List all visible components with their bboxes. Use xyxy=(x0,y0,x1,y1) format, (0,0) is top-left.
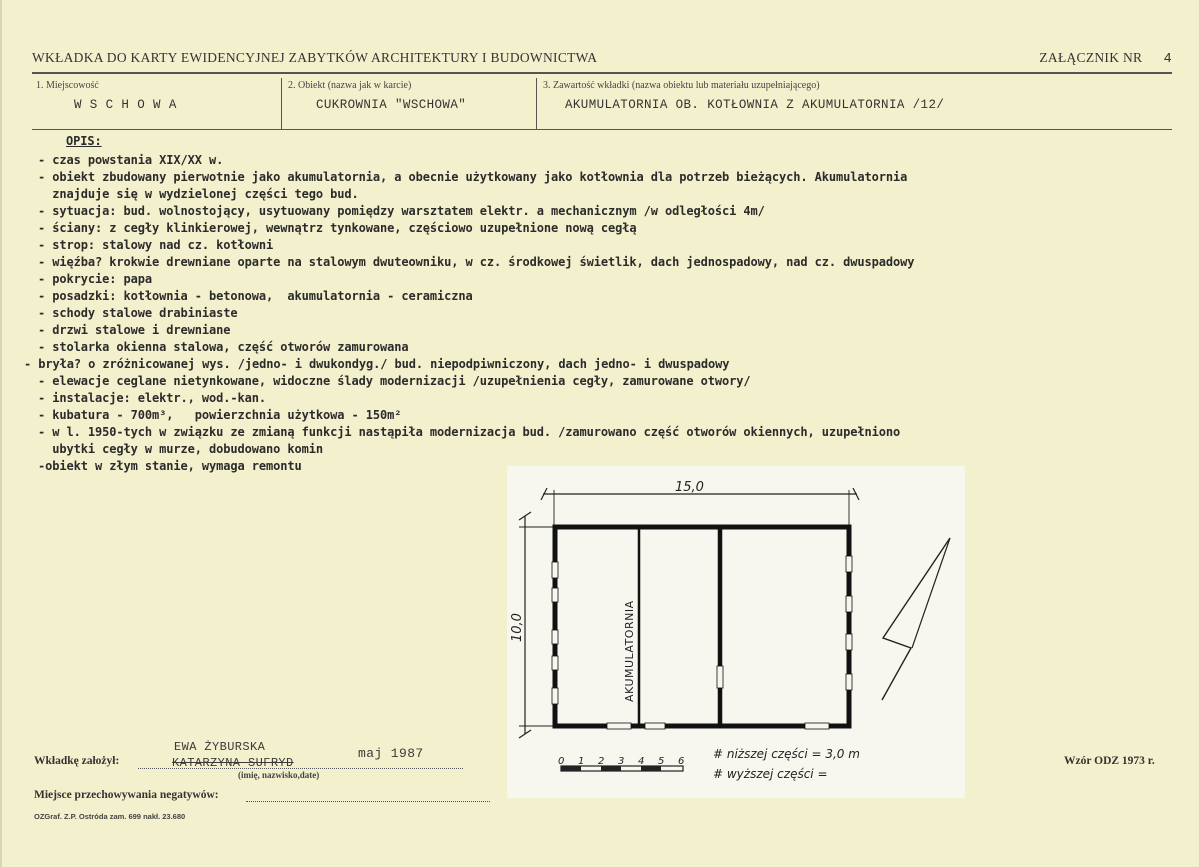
author-1: EWA ŻYBURSKA xyxy=(174,740,266,754)
field-object-value: CUKROWNIA "WSCHOWA" xyxy=(316,98,467,112)
description-line: ubytki cegły w murze, dobudowano komin xyxy=(38,442,323,456)
description-line: - elewacje ceglane nietynkowane, widoczne ślady modernizacji /uzupełnienia cegły, zamurowane otwory/ xyxy=(38,374,751,388)
printer-note: OZGraf. Z.P. Ostróda zam. 699 nakł. 23.680 xyxy=(34,812,186,821)
author-2: KATARZYNA SUFRYD xyxy=(172,756,294,770)
scale-tick-label: 1 xyxy=(578,756,585,767)
field-contents-label: 3. Zawartość wkładki (nazwa obiektu lub materiału uzupełniającego) xyxy=(543,80,820,91)
description-line: - schody stalowe drabiniaste xyxy=(38,306,238,320)
name-date-hint: (imię, nazwisko,date) xyxy=(238,770,320,780)
scale-tick-label: 4 xyxy=(638,756,645,767)
field-locality-label: 1. Miejscowość xyxy=(36,80,99,91)
field-object xyxy=(284,74,536,130)
description-heading: OPIS: xyxy=(66,134,102,148)
description-line: - obiekt zbudowany pierwotnie jako akumulatornia, a obecnie użytkowany jako kotłownia dla potrzeb bieżących. Akumulatornia xyxy=(38,170,908,184)
field-locality xyxy=(32,74,281,130)
height-dimension xyxy=(510,512,553,738)
floor-plan-photo xyxy=(507,466,965,798)
scale-tick-label: 2 xyxy=(598,756,605,767)
annex-label xyxy=(1039,50,1172,67)
description-line: - w l. 1950-tych w związku ze zmianą funkcji nastąpiła modernizacja bud. /zamurowano część otworów okiennych, uzupełniono xyxy=(38,425,901,439)
field-contents-value: AKUMULATORNIA OB. KOTŁOWNIA Z AKUMULATORNIA /12/ xyxy=(565,98,945,112)
header-fields xyxy=(32,74,1172,130)
plan-note-lower-height: # niższej części = 3,0 m xyxy=(713,747,860,761)
card-title: WKŁADKA DO KARTY EWIDENCYJNEJ ZABYTKÓW ARCHITEKTURY I BUDOWNICTWA xyxy=(32,50,598,65)
description-line: znajduje się w wydzielonej części tego bud. xyxy=(38,187,359,201)
description-line: - instalacje: elektr., wod.-kan. xyxy=(38,391,266,405)
description-line: - posadzki: kotłownia - betonowa, akumulatornia - ceramiczna xyxy=(38,289,473,303)
description-line: - bryła? o zróżnicowanej wys. /jedno- i dwukondyg./ bud. niepodpiwniczony, dach jedno- i dwuspadowy xyxy=(24,357,730,371)
negatives-storage-label: Miejsce przechowywania negatywów: xyxy=(34,789,219,801)
description-line: - kubatura - 700m³, powierzchnia użytkowa - 150m² xyxy=(38,408,402,422)
window-openings xyxy=(552,556,852,729)
founder-label: Wkładkę założył: xyxy=(34,755,120,767)
north-arrow-icon xyxy=(882,538,950,700)
height-dimension-label: 10,0 xyxy=(510,613,525,642)
scale-tick-label: 0 xyxy=(558,756,565,767)
description-line: -obiekt w złym stanie, wymaga remontu xyxy=(38,459,302,473)
scale-tick-labels xyxy=(558,756,684,767)
field-object-label: 2. Obiekt (nazwa jak w karcie) xyxy=(288,80,412,91)
building-outline xyxy=(555,527,849,726)
description-line: - stolarka okienna stalowa, część otworów zamurowana xyxy=(38,340,409,354)
description-line: - pokrycie: papa xyxy=(38,272,152,286)
room-label: AKUMULATORNIA xyxy=(623,600,636,702)
field-locality-value: W S C H O W A xyxy=(74,98,177,112)
width-dimension xyxy=(541,480,859,528)
description-line: - sytuacja: bud. wolnostojący, usytuowany pomiędzy warsztatem elektr. a mechanicznym /w odległości 4m/ xyxy=(38,204,765,218)
description-line: - ściany: z cegły klinkierowej, wewnątrz tynkowane, częściowo uzupełnione nową cegłą xyxy=(38,221,637,235)
floor-plan-drawing xyxy=(507,466,965,798)
description-line: - strop: stalowy nad cz. kotłowni xyxy=(38,238,274,252)
negatives-storage-dotline xyxy=(246,801,490,802)
field-contents xyxy=(539,74,1172,130)
annex-number: 4 xyxy=(1163,52,1172,67)
width-dimension-label: 15,0 xyxy=(675,480,704,495)
description-line: - drzwi stalowe i drewniane xyxy=(38,323,231,337)
scale-tick-label: 3 xyxy=(618,756,625,767)
description-line: - czas powstania XIX/XX w. xyxy=(38,153,224,167)
description-line: - więźba? krokwie drewniane oparte na stalowym dwuteowniku, w cz. środkowej świetlik, dach jednospadowy, nad cz. dwuspadowy xyxy=(38,255,915,269)
plan-note-upper-height: # wyższej części = xyxy=(713,767,828,781)
annex-label-text: ZAŁĄCZNIK NR xyxy=(1039,50,1143,65)
founded-date: maj 1987 xyxy=(358,746,424,761)
scale-tick-label: 5 xyxy=(658,756,665,767)
form-reference: Wzór ODZ 1973 r. xyxy=(1064,755,1155,767)
scale-tick-label: 6 xyxy=(678,756,685,767)
